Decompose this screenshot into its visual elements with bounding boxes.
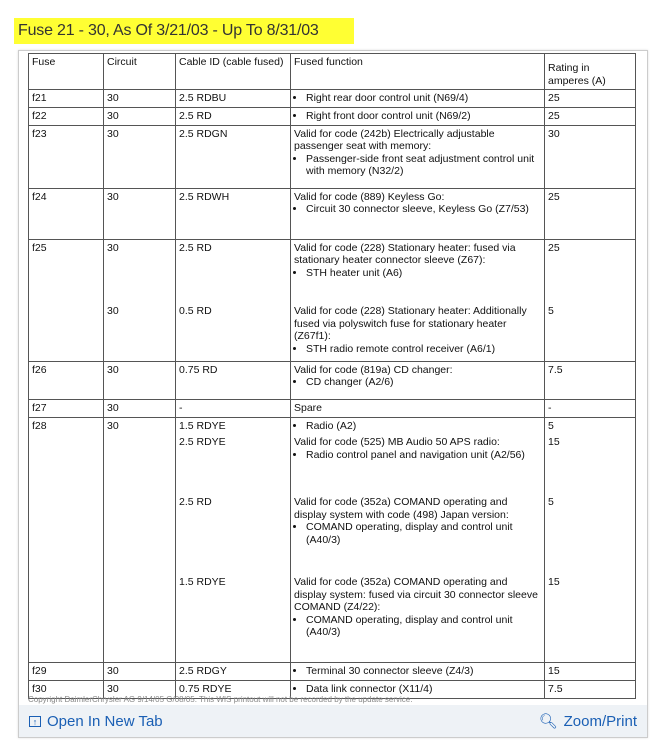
function-intro: Valid for code (525) MB Audio 50 APS radio: (294, 436, 500, 448)
table-row (29, 399, 636, 417)
function-bullet: • COMAND operating, display and control unit (A40/3) (306, 614, 541, 639)
circuit-cell: 30 (104, 108, 176, 126)
table-row (29, 90, 636, 108)
table-row (29, 188, 636, 239)
table-header (29, 54, 636, 90)
cable-cell: 2.5 RDGN (176, 125, 291, 188)
cable-cell: 1.5 RDYE (176, 417, 291, 434)
function-bullet: • Data link connector (X11/4) (306, 683, 541, 696)
fuse-cell (29, 574, 104, 662)
function-bullet: • Radio (A2) (306, 420, 541, 433)
circuit-cell: 30 (104, 662, 176, 680)
function-bullet: • STH radio remote control receiver (A6/1) (306, 343, 541, 356)
fuse-cell: f23 (29, 125, 104, 188)
rating-cell: 5 (545, 303, 636, 361)
function-cell (291, 417, 545, 434)
cable-cell: 2.5 RD (176, 108, 291, 126)
zoom-print-link[interactable] (539, 712, 637, 730)
table-row (29, 574, 636, 662)
cable-cell: 0.75 RDYE (176, 680, 291, 698)
rating-cell: 15 (545, 662, 636, 680)
function-bullet: • Passenger-side front seat adjustment control unit with memory (N32/2) (306, 153, 541, 178)
function-cell (291, 574, 545, 662)
cable-cell: 0.75 RD (176, 361, 291, 399)
table-row (29, 361, 636, 399)
cable-cell: 2.5 RDGY (176, 662, 291, 680)
rating-cell: - (545, 399, 636, 417)
fuse-cell: f27 (29, 399, 104, 417)
fuse-cell (29, 494, 104, 574)
function-intro: Valid for code (352a) COMAND operating and display system with code (498) Japan version: (294, 496, 509, 521)
fuse-cell: f24 (29, 188, 104, 239)
cable-cell: 0.5 RD (176, 303, 291, 361)
function-intro: Valid for code (819a) CD changer: (294, 363, 453, 376)
rating-cell: 15 (545, 574, 636, 662)
magnifier-icon: 🔍︎ (538, 713, 558, 730)
table-row (29, 494, 636, 574)
header-function: Fused function (291, 54, 545, 90)
copyright-text: Copyright DaimlerChrysler AG 9/14/05 G/08/05. This WIS printout will not be recorded by the update service. (28, 695, 413, 704)
table-row (29, 108, 636, 126)
circuit-cell: 30 (104, 125, 176, 188)
circuit-cell (104, 494, 176, 574)
fuse-cell: f21 (29, 90, 104, 108)
function-intro: Valid for code (228) Stationary heater: Additionally fused via polyswitch fuse for stationary heater (Z67f1): (294, 305, 527, 342)
cable-cell: 1.5 RDYE (176, 574, 291, 662)
table-row (29, 662, 636, 680)
function-intro: Valid for code (352a) COMAND operating and display system: fused via circuit 30 connector sleeve COMAND (Z4/22): (294, 576, 538, 613)
function-bullet: • CD changer (A2/6) (306, 376, 541, 389)
function-cell (291, 303, 545, 361)
function-bullet: • Radio control panel and navigation unit (A2/56) (306, 449, 541, 462)
function-cell (291, 399, 545, 417)
cable-cell: 2.5 RDWH (176, 188, 291, 239)
circuit-cell: 30 (104, 680, 176, 698)
function-bullet: • COMAND operating, display and control unit (A40/3) (306, 521, 541, 546)
rating-cell: 7.5 (545, 361, 636, 399)
circuit-cell: 30 (104, 399, 176, 417)
cable-cell: 2.5 RD (176, 239, 291, 303)
cable-cell: - (176, 399, 291, 417)
rating-cell: 25 (545, 239, 636, 303)
circuit-cell: 30 (104, 303, 176, 361)
function-cell (291, 239, 545, 303)
circuit-cell (104, 434, 176, 494)
table-row (29, 303, 636, 361)
fuse-cell: f22 (29, 108, 104, 126)
action-bar (19, 705, 647, 737)
function-intro: Valid for code (228) Stationary heater: fused via stationary heater connector sleeve (Z67): (294, 241, 516, 266)
fuse-cell (29, 434, 104, 494)
function-cell (291, 494, 545, 574)
rating-cell: 15 (545, 434, 636, 494)
function-cell (291, 188, 545, 239)
cable-cell: 2.5 RDYE (176, 434, 291, 494)
table-row (29, 417, 636, 434)
fuse-cell: f29 (29, 662, 104, 680)
page-title: Fuse 21 - 30, As Of 3/21/03 - Up To 8/31/03 (14, 18, 354, 44)
cable-cell: 2.5 RDBU (176, 90, 291, 108)
fuse-table (28, 53, 636, 699)
rating-cell: 5 (545, 494, 636, 574)
header-fuse: Fuse (29, 54, 104, 90)
circuit-cell (104, 574, 176, 662)
open-new-tab-link[interactable] (29, 713, 163, 730)
circuit-cell: 30 (104, 417, 176, 434)
function-bullet: • Circuit 30 connector sleeve, Keyless Go (Z7/53) (306, 203, 541, 216)
rating-cell: 30 (545, 125, 636, 188)
function-cell (291, 361, 545, 399)
fuse-cell: f30 (29, 680, 104, 698)
function-cell (291, 108, 545, 126)
rating-cell: 25 (545, 90, 636, 108)
function-intro: Valid for code (889) Keyless Go: (294, 190, 445, 203)
circuit-cell: 30 (104, 239, 176, 303)
fuse-cell: f25 (29, 239, 104, 303)
function-cell (291, 125, 545, 188)
function-cell (291, 434, 545, 494)
table-row (29, 434, 636, 494)
fuse-cell: f28 (29, 417, 104, 434)
open-new-tab-label: Open In New Tab (47, 712, 163, 730)
header-circuit: Circuit (104, 54, 176, 90)
function-cell (291, 90, 545, 108)
function-bullet: • Terminal 30 connector sleeve (Z4/3) (306, 665, 541, 678)
circuit-cell: 30 (104, 188, 176, 239)
function-bullet: • Right rear door control unit (N69/4) (306, 92, 541, 105)
function-intro: Spare (294, 401, 323, 414)
function-bullet: • STH heater unit (A6) (306, 267, 541, 280)
header-rating: Rating in amperes (A) (545, 54, 636, 90)
rating-cell: 7.5 (545, 680, 636, 698)
function-cell (291, 662, 545, 680)
circuit-cell: 30 (104, 361, 176, 399)
fuse-cell: f26 (29, 361, 104, 399)
function-intro: Valid for code (242b) Electrically adjustable passenger seat with memory: (294, 127, 495, 152)
zoom-print-label: Zoom/Print (563, 712, 637, 730)
header-cable: Cable ID (cable fused) (176, 54, 291, 90)
table-row (29, 239, 636, 303)
rating-cell: 5 (545, 417, 636, 434)
circuit-cell: 30 (104, 90, 176, 108)
document-image-frame (18, 50, 648, 738)
rating-cell: 25 (545, 108, 636, 126)
cable-cell: 2.5 RD (176, 494, 291, 574)
open-new-tab-icon: ↑ (29, 716, 41, 727)
rating-cell: 25 (545, 188, 636, 239)
function-bullet: • Right front door control unit (N69/2) (306, 110, 541, 123)
fuse-cell (29, 303, 104, 361)
table-row (29, 125, 636, 188)
